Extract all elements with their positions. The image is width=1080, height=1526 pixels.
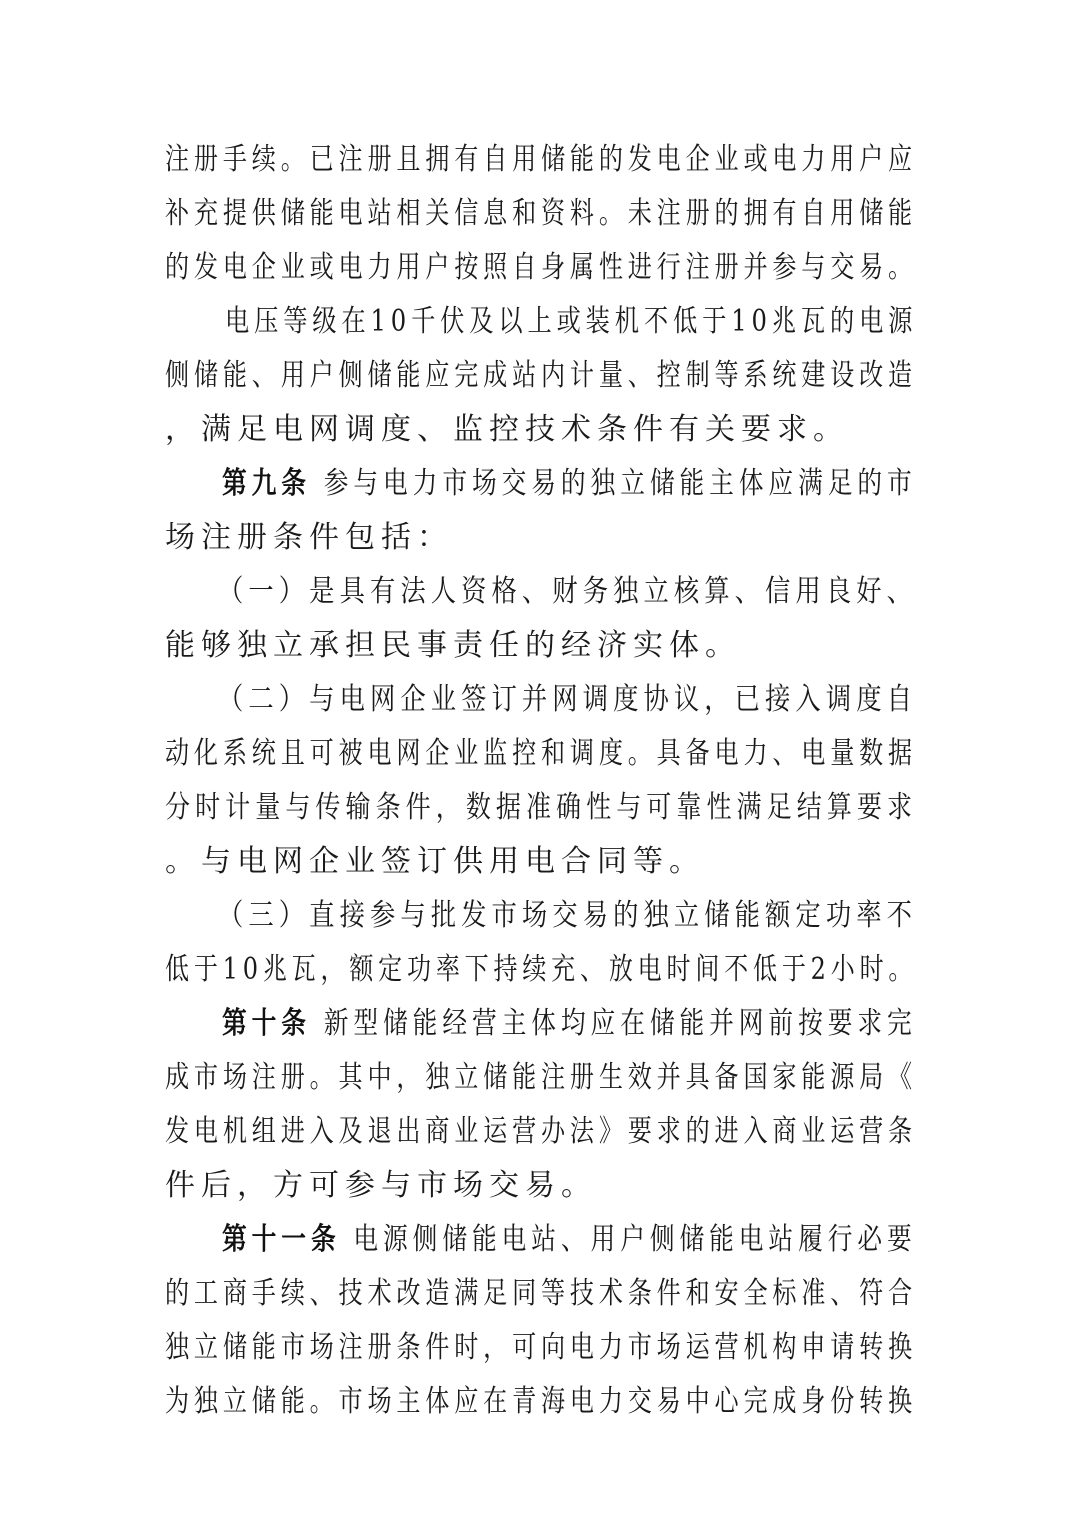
text-line: 独立储能市场注册条件时，可向电力市场运营机构申请转换	[165, 1330, 917, 1365]
article-9-text: 参与电力市场交易的独立储能主体应满足的市	[310, 466, 917, 501]
text-line: 侧储能、用户侧储能应完成站内计量、控制等系统建设改造	[165, 358, 917, 393]
article-10-label: 第十条	[222, 1006, 311, 1041]
text-line: 为独立储能。市场主体应在青海电力交易中心完成身份转换	[165, 1384, 917, 1419]
text-line: 的工商手续、技术改造满足同等技术条件和安全标准、符合	[165, 1276, 917, 1311]
text-line: 注册手续。已注册且拥有自用储能的发电企业或电力用户应	[165, 142, 917, 177]
text-line: 。与电网企业签订供用电合同等。	[165, 844, 705, 879]
text-line: 件后，方可参与市场交易。	[165, 1168, 597, 1203]
text-line: 低于10兆瓦，额定功率下持续充、放电时间不低于2小时。	[165, 952, 918, 987]
text-line: 补充提供储能电站相关信息和资料。未注册的拥有自用储能	[165, 196, 917, 231]
text-line: 能够独立承担民事责任的经济实体。	[165, 628, 741, 663]
text-line: 发电机组进入及退出商业运营办法》要求的进入商业运营条	[165, 1114, 917, 1149]
text-line: 分时计量与传输条件，数据准确性与可靠性满足结算要求	[165, 790, 918, 825]
article-10-text: 新型储能经营主体均应在储能并网前按要求完	[310, 1006, 917, 1041]
text-line: （三）直接参与批发市场交易的独立储能额定功率不	[218, 898, 917, 933]
text-line: 电压等级在10千伏及以上或装机不低于10兆瓦的电源	[225, 304, 918, 339]
text-line: 场注册条件包括：	[165, 520, 453, 555]
article-11-label: 第十一条	[222, 1222, 341, 1257]
text-line: 的发电企业或电力用户按照自身属性进行注册并参与交易。	[165, 250, 917, 285]
text-line: （一）是具有法人资格、财务独立核算、信用良好、	[218, 574, 917, 609]
text-line: 动化系统且可被电网企业监控和调度。具备电力、电量数据	[165, 736, 917, 771]
text-line: ，满足电网调度、监控技术条件有关要求。	[165, 412, 849, 447]
article-11-heading-line	[222, 1220, 917, 1260]
text-line: （二）与电网企业签订并网调度协议，已接入调度自	[218, 682, 917, 717]
article-11-text: 电源侧储能电站、用户侧储能电站履行必要	[340, 1222, 917, 1257]
article-9-heading-line	[222, 464, 917, 504]
text-line: 成市场注册。其中，独立储能注册生效并具备国家能源局《	[165, 1060, 917, 1095]
article-9-label: 第九条	[222, 466, 311, 501]
article-10-heading-line	[222, 1004, 917, 1044]
